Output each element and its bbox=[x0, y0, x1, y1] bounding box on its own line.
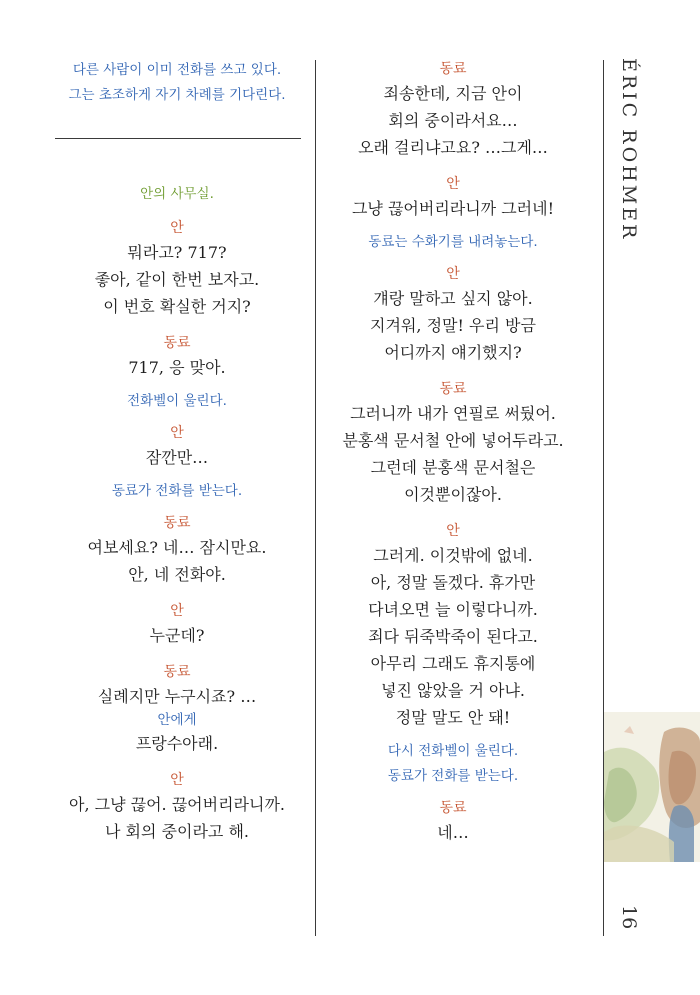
dialogue-line: 뭐라고? 717? bbox=[127, 243, 227, 262]
dialogue-line: 오래 걸리냐고요? …그게… bbox=[358, 138, 548, 157]
dialogue-line: 717, 응 맞아. bbox=[128, 358, 226, 377]
dialogue-line: 정말 말도 안 돼! bbox=[395, 708, 511, 727]
column-divider bbox=[315, 60, 316, 936]
stage-direction: 그는 초조하게 자기 차례를 기다린다. bbox=[68, 87, 286, 103]
right-column bbox=[326, 58, 580, 846]
dialogue-line: 실례지만 누구시죠? … bbox=[97, 687, 257, 706]
speaker-name: 동료 bbox=[163, 335, 191, 351]
stage-direction: 동료가 전화를 받는다. bbox=[111, 483, 243, 499]
stage-direction: 다른 사람이 이미 전화를 쓰고 있다. bbox=[72, 62, 282, 78]
speaker-name: 안 bbox=[170, 220, 184, 236]
speaker-name: 동료 bbox=[439, 61, 467, 77]
dialogue-line: 안, 네 전화야. bbox=[128, 565, 226, 584]
scene-heading: 안의 사무실. bbox=[140, 186, 214, 202]
dialogue-line: 네… bbox=[437, 823, 469, 842]
dialogue-line: 회의 중이라서요… bbox=[388, 111, 518, 130]
speaker-name: 동료 bbox=[163, 664, 191, 680]
section-divider bbox=[55, 138, 301, 139]
dialogue-line: 그러게. 이것밖에 없네. bbox=[373, 546, 533, 565]
speaker-name: 안 bbox=[446, 523, 460, 539]
dialogue-line: 좋아, 같이 한번 보자고. bbox=[94, 270, 260, 289]
dialogue-line: 분홍색 문서철 안에 넣어두라고. bbox=[342, 431, 564, 450]
dialogue-line: 죄송한데, 지금 안이 bbox=[383, 84, 523, 103]
dialogue-line: 걔랑 말하고 싶지 않아. bbox=[373, 289, 533, 308]
stage-direction: 동료는 수화기를 내려놓는다. bbox=[368, 234, 538, 250]
dialogue-line: 프랑수아래. bbox=[135, 734, 219, 753]
dialogue-line: 아, 정말 돌겠다. 휴가만 bbox=[370, 573, 536, 592]
dialogue-line: 그냥 끊어버리라니까 그러네! bbox=[351, 199, 555, 218]
dialogue-line: 다녀오면 늘 이렇다니까. bbox=[368, 600, 538, 619]
illustration-thumbnail bbox=[604, 712, 700, 862]
dialogue-line: 이 번호 확실한 거지? bbox=[103, 297, 251, 316]
dialogue-line: 그런데 분홍색 문서철은 bbox=[370, 458, 536, 477]
left-column bbox=[50, 58, 304, 845]
dialogue-line: 넣진 않았을 거 아냐. bbox=[381, 681, 525, 700]
painting-illustration bbox=[604, 712, 700, 862]
stage-direction: 안에게 bbox=[157, 712, 197, 728]
dialogue-line: 지겨워, 정말! 우리 방금 bbox=[370, 316, 536, 335]
dialogue-line: 잠깐만… bbox=[145, 448, 209, 467]
dialogue-line: 이것뿐이잖아. bbox=[404, 485, 502, 504]
dialogue-line: 아, 그냥 끊어. 끊어버리라니까. bbox=[69, 795, 285, 814]
speaker-name: 안 bbox=[446, 266, 460, 282]
speaker-name: 동료 bbox=[163, 515, 191, 531]
page-number: 16 bbox=[618, 905, 640, 930]
speaker-name: 동료 bbox=[439, 800, 467, 816]
speaker-name: 안 bbox=[170, 772, 184, 788]
dialogue-line: 여보세요? 네… 잠시만요. bbox=[87, 538, 267, 557]
stage-direction: 다시 전화벨이 울린다. bbox=[387, 743, 519, 759]
stage-direction: 전화벨이 울린다. bbox=[127, 393, 227, 409]
speaker-name: 동료 bbox=[439, 381, 467, 397]
speaker-name: 안 bbox=[446, 176, 460, 192]
dialogue-line: 죄다 뒤죽박죽이 된다고. bbox=[368, 627, 538, 646]
speaker-name: 안 bbox=[170, 425, 184, 441]
dialogue-line: 나 회의 중이라고 해. bbox=[105, 822, 249, 841]
speaker-name: 안 bbox=[170, 603, 184, 619]
dialogue-line: 그러니까 내가 연필로 써뒀어. bbox=[350, 404, 556, 423]
dialogue-line: 누군데? bbox=[149, 626, 205, 645]
running-title: ÉRIC ROHMER bbox=[618, 58, 640, 242]
stage-direction: 동료가 전화를 받는다. bbox=[387, 768, 519, 784]
dialogue-line: 아무리 그래도 휴지통에 bbox=[370, 654, 536, 673]
dialogue-line: 어디까지 얘기했지? bbox=[384, 343, 522, 362]
